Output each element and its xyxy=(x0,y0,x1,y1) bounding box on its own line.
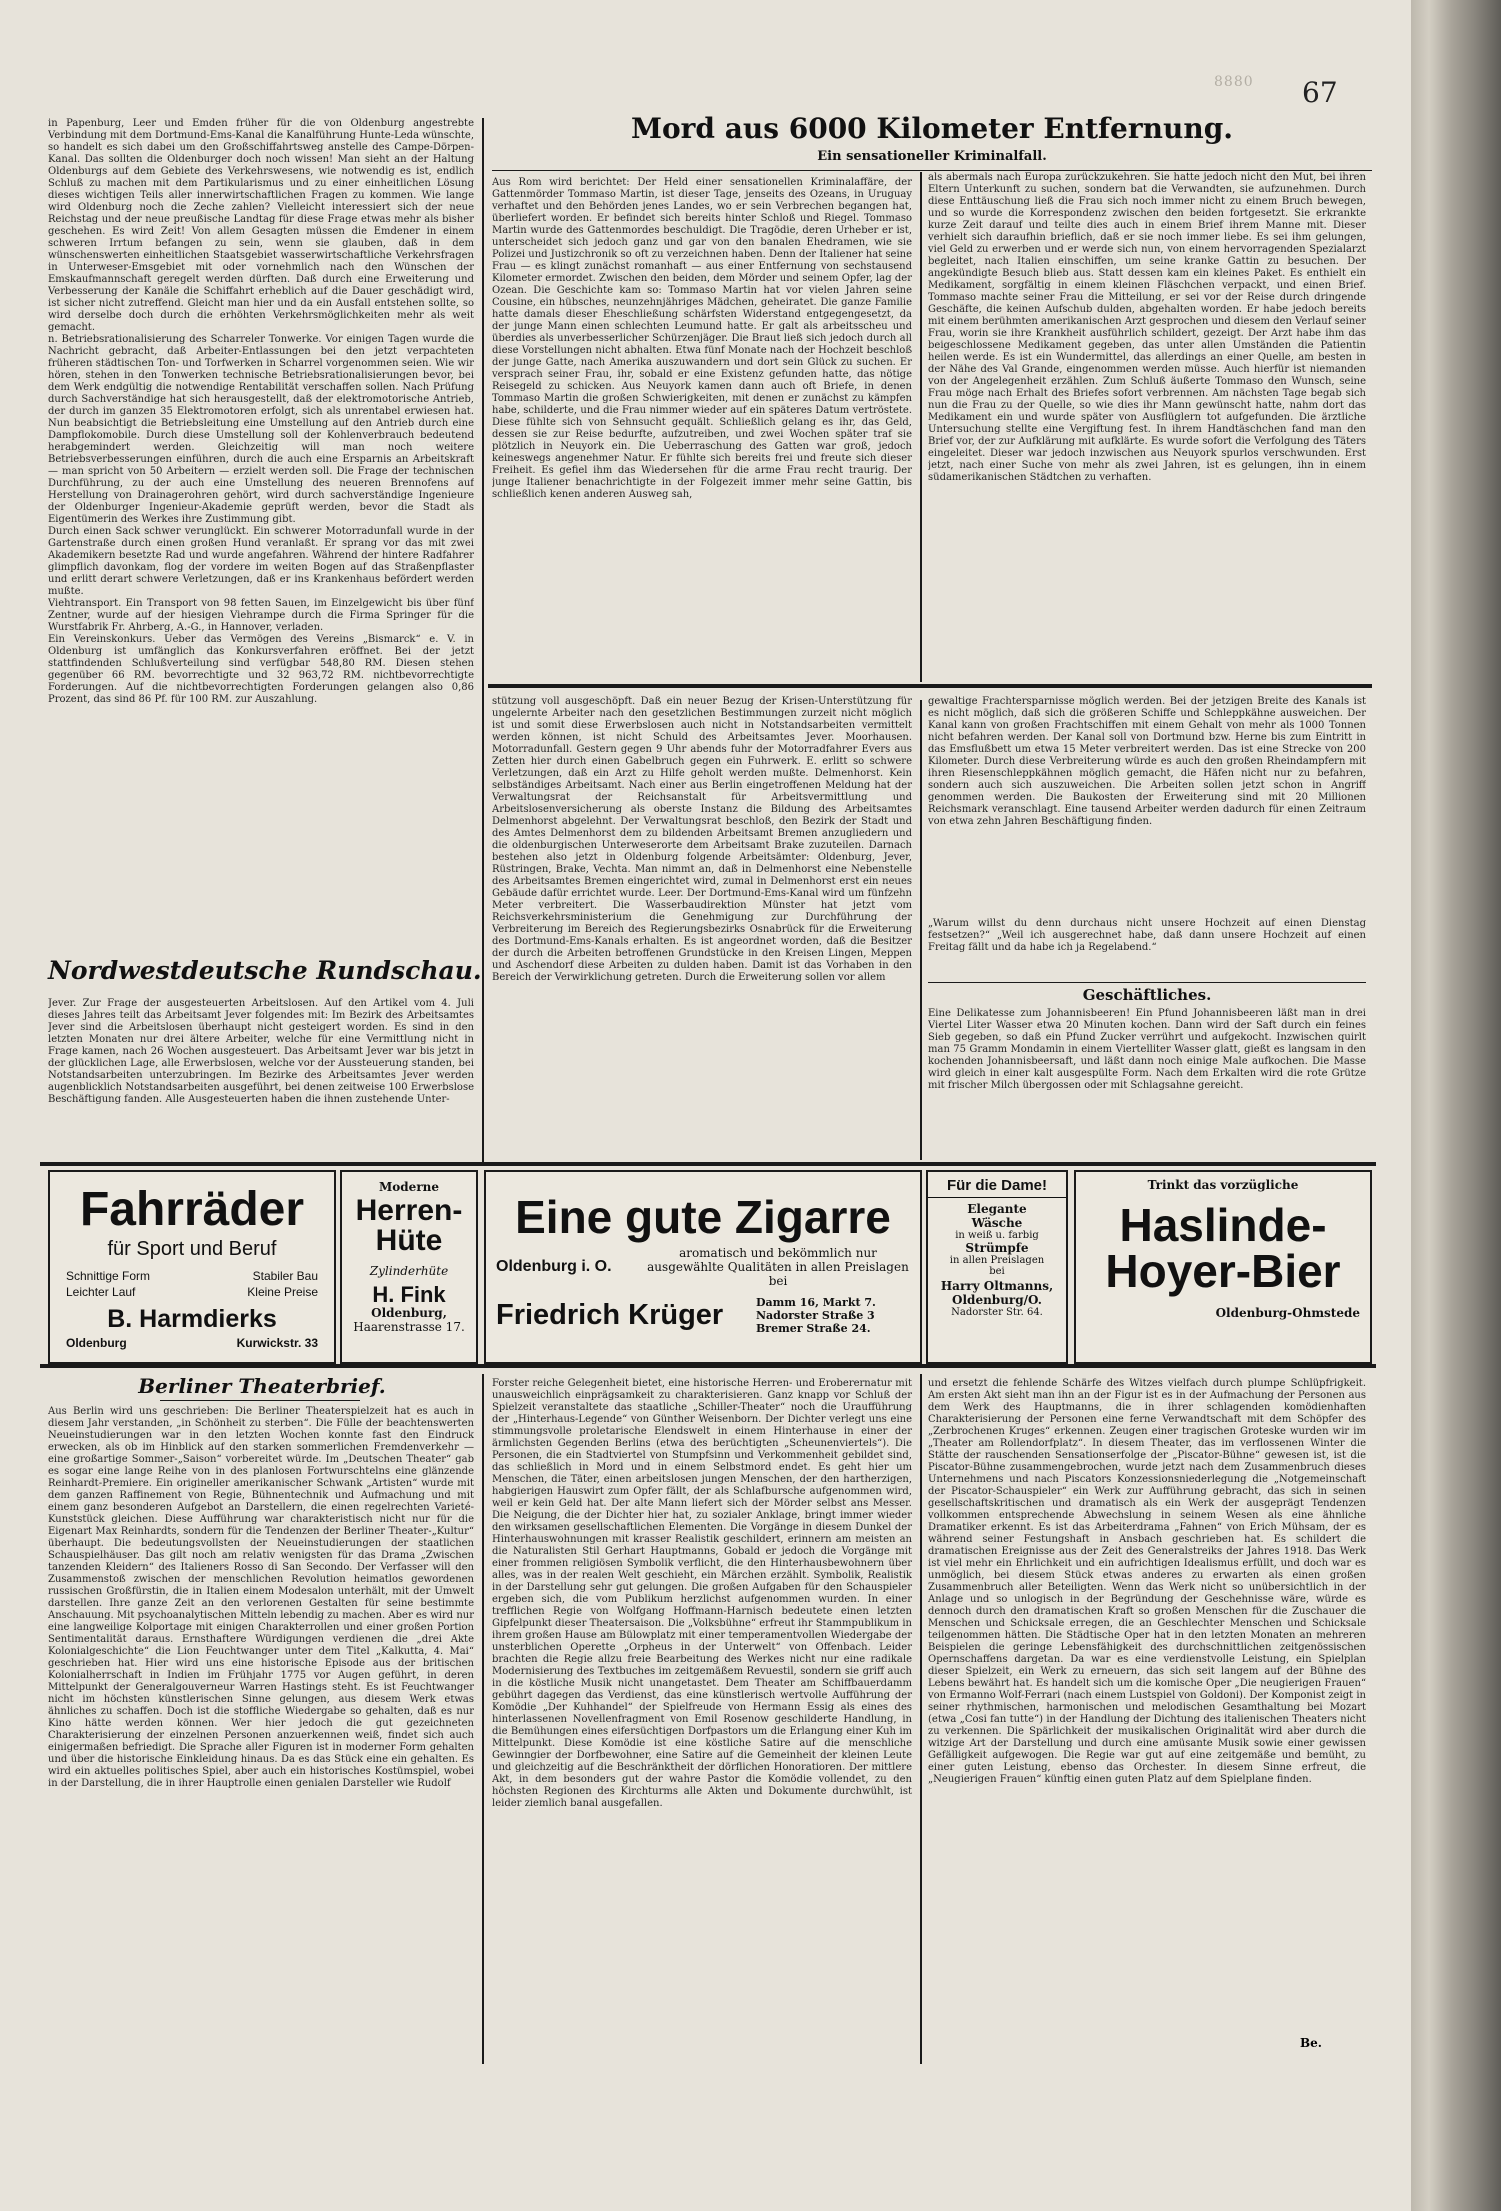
ad-bier-top: Trinkt das vorzügliche xyxy=(1147,1178,1299,1192)
ad-fahrraeder xyxy=(48,1170,336,1364)
ad-dame-item-1: Elegante xyxy=(967,1202,1027,1216)
theater-column-rule-1 xyxy=(482,1374,484,2064)
ad-dame-headline: Für die Dame! xyxy=(928,1178,1066,1198)
theater-column-2: Forster reiche Gelegenheit bietet, eine historische Herren- und Eroberernatur mit unausweichlich einprägsamkeit zu charakterisieren. Ganz knapp vor Schluß der Spielzeit veranstaltete das staatliche „Schiller-Theater“ noch die Uraufführung der „Hinterhaus-Legende“ von Günther Weisenborn. Der Dichter verlegt uns eine stimmungsvolle proletarische Elendswelt in einem Hinterhause in einer der ärmlichsten Gegenden Berlins (etwa des berüchtigten „Scheunenviertels“). Die Personen, die ein Stadtviertel von Stumpfsinn und Verkommenheit gebildet sind, das schließlich in Mord und in einem Selbstmord endet. Es geht hier um Menschen, die Täter, einen arbeitslosen jungen Menschen, der den hartherzigen, habgierigen Hauswirt zum Opfer fällt, der als Schlafbursche aufgenommen wird, weil er kein Geld hat. Der alte Mann liefert sich der Mörder selbst ans Messer. Die Neigung, die der Dichter hier hat, zu sozialer Anklage, bringt immer wieder den wirksamen gesellschaftlichen Elementen. Die Vorgänge in diesem Dunkel der Hinterhauswohnungen mit krasser Realistik geschildert, erinnern am meisten an die Naturalisten Stil Gerhart Hauptmanns, Gobald er jedoch die Vorgänge mit einer frommen religiösen Symbolik verflicht, die den Hinterhausbewohnern über alles, was in der realen Welt geschieht, ein Märchen erzählt. Symbolik, Realistik in der Darstellung sehr gut gelungen. Die großen Aufgaben für den Schauspieler ergeben sich, die vom Publikum herzlichst aufgenommen wurden. In einer trefflichen Regie von Wolfgang Hoffmann-Harnisch bedeutete einen letzten Gipfelpunkt dieser Theatersaison. Die „Volksbühne“ erfreut ihr Stammpublikum in ihrem großen Hause am Bülowplatz mit einer temperamentvollen Wiedergabe der unsterblichen Operette „Orpheus in der Unterwelt“ von Offenbach. Leider brachten die Regie allzu freie Bearbeitung des Werkes nicht nur eine radikale Modernisierung des Textbuches im zeitgemäßem Revuestil, sondern sie griff auch in die köstliche Musik nicht unangetastet. Dem Theater am Schiffbauerdamm gebührt dagegen das Verdienst, das eine künstlerisch wertvolle Aufführung der Komödie „Der Kuhhandel“ der Spielfreude von Hermann Essig als eines des hinterlassenen Novellenfragment von Emil Rosenow geschilderte Handlung, in die Bemühungen eines eifersüchtigen Dorfpastors um die Erlangung einer Kuh im Mittelpunkt. Diese Komödie ist eine köstliche Satire auf die menschliche Gewinngier der Dorfbewohner, eine Satire auf die Gemeinheit der kleinen Leute und gleichzeitig auf die Beschränktheit der dörflichen Honoratioren. Der mittlere Akt, in dem besonders gut der wahre Pastor die Komödie vollendet, zu den höchsten Regionen des Kirchturms alle Akten und Dokumente durchwühlt, ist leider ziemlich banal ausgefallen. xyxy=(492,1378,912,1809)
murder-article-title: Mord aus 6000 Kilometer Entfernung. xyxy=(630,112,1234,145)
ad-dame-city: Oldenburg/O. xyxy=(952,1293,1042,1307)
theater-title-underline xyxy=(160,1400,360,1401)
ad-dame-item-4: Strümpfe xyxy=(965,1241,1029,1255)
ad-dame-dealer: Harry Oltmanns, xyxy=(940,1279,1054,1293)
theater-article-title: Berliner Theaterbrief. xyxy=(138,1374,386,1398)
ad-bier-headline-2: Hoyer-Bier xyxy=(1105,1245,1341,1297)
column-rule-left xyxy=(482,118,484,1163)
canal-article-continuation: in Papenburg, Leer und Emden früher für die von Oldenburg angestrebte Verbindung mit dem Dortmund-Ems-Kanal die Kanalführung Hunte-Leda wünschte, so handelt es sich dabei um den Großschiffahrtsweg anstelle des Campe-Dörpen-Kanal. Das sollten die Oldenburger doch noch wissen! Man sieht an der Haltung Oldenburgs auf dem Gebiete des Verkehrswesens, wie notwendig es ist, endlich Schluß zu machen mit dem Partikularismus und zu einer einheitlichen Lösung dieses wichtigen Teils aller innerwirtschaftlichen Fragen zu kommen. Wie lange wird Oldenburg noch die Zeche zahlen? Vielleicht interessiert sich der neue Reichstag und der neue preußische Landtag für diese Frage etwas mehr als bisher geschehen. Es wird Zeit! Von allem Gesagten müssen die Emdener in einem schweren Irrtum befangen zu sein, wenn sie glauben, daß in dem wünschenswerten einheitlichen Staatsgebiet wasserwirtschaftliche Verkehrsfragen in Unterweser-Emsgebiet mit oder vornehmlich nach den Wünschen der Emskaufmannschaft geregelt werden dürften. Daß durch eine Erweiterung und Verbesserung der Kanäle die Schiffahrt erheblich auf die Dauer geschädigt wird, ist sicher nicht zutreffend. Gleicht man hier und da ein Ausfall entstehen sollte, so wird derselbe doch durch die erhöhten Verkehrsmöglichkeiten mehr als weit gemacht. xyxy=(48,118,474,333)
business-section-text: Eine Delikatesse zum Johannisbeeren! Ein Pfund Johannisbeeren läßt man in drei Viertel Liter Wasser etwa 20 Minuten kochen. Dann wird der Saft durch ein feines Sieb gegeben, so daß ein Pfund Zucker verrührt und aufgekocht. Inzwischen quirlt man 75 Gramm Mondamin in einem Viertelliter Wasser glatt, gießt es langsam in den kochenden Johannisbeersaft, und läßt dann noch einige Male aufkochen. Die Masse wird gleich in einer kalt ausgespülte Form. Nach dem Erkalten wird die rote Grütze mit frischer Milch übergossen oder mit Schlagsahne gereicht. xyxy=(928,1008,1366,1091)
murder-article-column-1: Aus Rom wird berichtet: Der Held einer sensationellen Kriminalaffäre, der Gattenmörder Tommaso Martin, ist dieser Tage, jenseits des Ozeans, in Uruguay verhaftet und den Behörden jenes Landes, wo er sein Verbrechen begangen hat, überliefert worden. Er befindet sich bereits hinter Schloß und Riegel. Tommaso Martin wurde des Gattenmordes beschuldigt. Die Tragödie, deren Urheber er ist, unterscheidet sich jedoch ganz und gar von den banalen Ehedramen, wie sie Polizei und Justizchronik so oft zu verzeichnen haben. Denn der Italiener hat seine Frau — es klingt zunächst romanhaft — aus einer Entfernung von sechstausend Kilometer ermordet. Zwischen den beiden, dem Mörder und seinem Opfer, lag der Ozean. Die Geschichte kam so: Tommaso Martin hat vor vielen Jahren seine Cousine, ein hübsches, neunzehnjähriges Mädchen, geheiratet. Die ganze Familie hatte damals dieser Eheschließung schärfsten Widerstand entgegengesetzt, da der junge Mann einen schlechten Leumund hatte. Er galt als arbeitsscheu und überdies als unverbesserlicher Schürzenjäger. Die Braut ließ sich jedoch durch all diese Vorstellungen nicht abhalten. Etwa fünf Monate nach der Hochzeit beschloß der junge Gatte, nach Amerika auszuwandern und dort sein Glück zu suchen. Er versprach seiner Frau, ihr, sobald er eine Existenz gefunden hatte, das nötige Reisegeld zu schicken. Aus Neuyork kamen dann auch oft Briefe, in denen Tommaso Martin die großen Schwierigkeiten, mit denen er zunächst zu kämpfen habe, schilderte, und die Frau nimmer wieder auf ein späteres Datum vertröstete. Diese fühlte sich von Sehnsucht gequält. Schließlich gelang es ihr, das Geld, dessen sie zur Reise bedurfte, aufzutreiben, und zwei Wochen später traf sie plötzlich in Neuyork ein. Die Ueberraschung des Gatten war groß, jedoch keineswegs angenehmer Natur. Er fühlte sich bereits frei und freute sich dieser Freiheit. Es gefiel ihm das Wiedersehen für die arme Frau recht traurig. Der junge Italiener benachrichtigte in der Folgezeit immer mehr seine Gattin, bis schließlich kenen anderen Ausweg sah, xyxy=(492,177,912,500)
library-stamp: 8880 xyxy=(1214,74,1254,90)
murder-article-subtitle: Ein sensationeller Kriminalfall. xyxy=(817,149,1047,164)
ad-fahrraeder-features-2 xyxy=(50,1283,334,1299)
ad-huete-address: Haarenstrasse 17. xyxy=(353,1320,465,1334)
murder-title-underline xyxy=(492,170,1372,171)
ad-fuer-die-dame xyxy=(926,1170,1068,1364)
ad-zigarre-headline: Eine gute Zigarre xyxy=(515,1191,891,1243)
joke-separator xyxy=(928,982,1366,983)
ad-fahrraeder-street: Kurwickstr. 33 xyxy=(236,1336,318,1350)
ad-huete-city: Oldenburg, xyxy=(371,1306,447,1320)
feature-form: Schnittige Form xyxy=(66,1269,151,1283)
scharrel-tonwerke-article: n. Betriebsrationalisierung des Scharreler Tonwerke. Vor einigen Tagen wurde die Nachricht gebracht, daß Arbeiter-Entlassungen bei den jetzt verpachteten früheren städtischen Ton- und Torfwerken in Scharrel vorgenommen seien. Wie wir hören, stehen in den Tonwerken technische Betriebsrationalisierungen bevor, bei dem Werk endgültig die notwendige Rentabilität verschaffen sollen. Nach Prüfung durch Sachverständige hat sich herausgestellt, daß der elektromotorische Antrieb, der durch im ganzen 35 Elektromotoren erfolgt, sich als unrentabel erwiesen hat. Nun beabsichtigt die Betriebsleitung eine Umstellung auf den Antrieb durch eine Dampflokomobile. Durch diese Umstellung soll der Kohlenverbrauch bedeutend herabgemindert werden. Gleichzeitig will man noch weitere Betriebsverbesserungen einführen, durch die auch eine Ersparnis an Arbeitskraft — man spricht von 50 Arbeitern — erzielt werden soll. Die Frage der technischen Durchführung, zu der auch eine Umstellung des neueren Brennofens auf Herstellung von Drainagerohren gehört, wird durch sachverständige Ingenieure der Oldenburger Ingenieur-Akademie geprüft werden, bevor die Stadt als Eigentümerin des Werkes ihre Zustimmung gibt. xyxy=(48,334,474,525)
page-number: 67 xyxy=(1302,76,1338,109)
column-rule-murder xyxy=(920,172,922,682)
ad-zigarre-addr-2: Nadorster Straße 3 xyxy=(756,1309,875,1322)
feature-bau: Stabiler Bau xyxy=(252,1269,318,1283)
ad-zigarre-description: aromatisch und bekömmlich nur ausgewählte Qualitäten in allen Preislagen bei xyxy=(647,1246,909,1288)
ad-fahrraeder-tagline: für Sport und Beruf xyxy=(107,1238,277,1260)
ad-bier-headline-1: Haslinde- xyxy=(1119,1199,1327,1251)
ad-zigarre xyxy=(484,1170,922,1364)
book-binding-edge xyxy=(1411,0,1501,2211)
ad-dame-item-5: in allen Preislagen xyxy=(949,1255,1045,1266)
ad-fahrraeder-dealer: B. Harmdierks xyxy=(107,1305,277,1333)
ad-fahrraeder-features xyxy=(50,1261,334,1283)
motorcycle-accident-article: Durch einen Sack schwer verunglückt. Ein schwerer Motorradunfall wurde in der Gartenstraße durch einen großen Hund veranlaßt. Er sprang vor das mit zwei Akademikern besetzte Rad und wurde angefahren. Während der hintere Radfahrer glimpflich davonkam, flog der vordere im weiten Bogen auf das Straßenpflaster und erlitt derart schwere Verletzungen, daß er ins Krankenhaus befördert werden mußte. xyxy=(48,526,474,597)
theater-column-3: und ersetzt die fehlende Schärfe des Witzes vielfach durch plumpe Schlüpfrigkeit. Am ersten Akt sieht man ihn an der Figur ist es in der Aufmachung der Personen aus dem Werk des Hauptmanns, die in ihrer schlagenden komödienhaften Charakterisierung der Personen eine ferne Verwandtschaft mit dem Schöpfer des „Zerbrochenen Kruges“ erkennen. Zeugen einer tragischen Groteske wurden wir im „Theater am Rollendorfplatz“. In diesem Theater, das im verflossenen Winter die Stätte der rauschenden Sensationserfolge der „Piscator-Bühne“ gewesen ist, ist die Piscator-Bühne zusammengebrochen, wurde jetzt nach dem Zusammenbruch dieses Unternehmens und nach Piscators Konzessionsniederlegung die „Notgemeinschaft der Piscator-Schauspieler“ ein Werk zur Aufführung gebracht, das sich in seinen gesellschaftskritischen und dramatisch als ein Werk der ausgeprägt Tendenzen vollkommen entsprechende Abwechslung in seinem Wesen als eine ähnliche Dramatiker erkennt. Es ist das Arbeiterdrama „Fahnen“ von Erich Mühsam, der es während seiner Festungshaft in Ansbach geschrieben hat. Es schildert die dramatischen Ereignisse aus der Zeit des Generalstreiks der Jahres 1918. Das Werk ist viel mehr ein Ehrlichkeit und ein aufrichtigen Idealismus erfüllt, und doch war es unmöglich, bei diesem Stück etwas anderes zu erwarten als einen großen Zusammenbruch aller Beteiligten. Wenn das Werk nicht so unübersichtlich in der Anlage und so unlogisch in der Begründung der Geschehnisse wäre, würde es dennoch durch den dramatischen Kraft so großen Menschen für die Zuschauer die Menschen und Schicksale erregen, die an Geschlechter Menschen und Schicksale teilgenommen hätten. Die Städtische Oper hat in den letzten Monaten an mehreren Beispielen die geringe Lebensfähigkeit des durchschnittlichen zeitgenössischen Opernschaffens dargetan. Da war es eine verdienstvolle Leistung, ein Spielplan dieser Spielzeit, ein Werk zu erneuern, das sich seit langem auf der Bühne des Lebens bewährt hat. Es handelt sich um die komische Oper „Die neugierigen Frauen“ von Ermanno Wolf-Ferrari (nach einem Lustspiel von Goldoni). Der Komponist zeigt in seiner rhythmischen, harmonischen und melodischen Gesamthaltung bei Mozart (etwa „Cosi fan tutte“) in der Handlung der Dichtung des italienischen Theaters nicht zu verkennen. Die Spärlichkeit der musikalischen Originalität wird aber durch die witzige Art der Darstellung und durch eine amüsante Musik sowie einer gewissen Gefälligkeit aufgewogen. Die Regie war gut auf eine zeitgemäße und bemüht, zu einer guten Leistung, ebenso das Orchester. In diesem Sinne erfreut, die „Neugierigen Frauen“ künftig einen guten Platz auf dem Spielplane finden. xyxy=(928,1378,1366,1785)
ad-zigarre-addr-3: Bremer Straße 24. xyxy=(756,1322,871,1335)
lower-middle-column-2: gewaltige Frachtersparnisse möglich werden. Bei der jetzigen Breite des Kanals ist es nicht möglich, daß sich die größeren Schiffe und Schleppkähne ausweichen. Der Kanal kann von großen Frachtschiffen mit einem Gehalt von mehr als 1000 Tonnen nicht befahren werden. Der Kanal soll von Dortmund bzw. Herne bis zum Eintritt in das Emsflußbett um etwa 15 Meter verbreitert werden. Das ist eine Strecke von 200 Kilometer. Durch diese Verbreiterung würde es auch den großen Rheindampfern mit ihren Riesenschleppkähnen möglich gemacht, die Häfen nicht nur zu befahren, sondern auch sich auszuweichen. Die Arbeiten sollen jetzt schon in Angriff genommen werden. Die Baukosten der Erweiterung sind mit 20 Millionen Reichsmark veranschlagt. Eine tausend Arbeiter werden dadurch für einen Zeitraum von etwa zehn Jahren Beschäftigung finden. xyxy=(928,696,1366,827)
lower-middle-column-1: stützung voll ausgeschöpft. Daß ein neuer Bezug der Krisen-Unterstützung für ungelernte Arbeiter nach den gesetzlichen Bestimmungen zurzeit nicht möglich ist und somit diese Erwerbslosen auch nicht in Notstandsarbeiten vermittelt werden können, ist nicht Schuld des Arbeitsamtes Jever. Moorhausen. Motorradunfall. Gestern gegen 9 Uhr abends fuhr der Motorradfahrer Evers aus Zetten hier durch einen Gabelbruch gegen ein Fuhrwerk. E. erlitt so schwere Verletzungen, daß ein Arzt zu Hilfe geholt werden mußte. Delmenhorst. Kein selbständiges Arbeitsamt. Nach einer aus Berlin eingetroffenen Meldung hat der Verwaltungsrat der Reichsanstalt für Arbeitsvermittlung und Arbeitslosenversicherung als oberste Instanz die Bildung des Arbeitsamtes Delmenhorst abgelehnt. Der Verwaltungsrat beschloß, den Bezirk der Stadt und des Amtes Delmenhorst dem zu bildenden Arbeitsamt Bremen anzugliedern und die oldenburgischen Unterweserorte dem Arbeitsamt Brake zuzuteilen. Darnach bestehen also jetzt in Oldenburg folgende Arbeitsämter: Oldenburg, Jever, Rüstringen, Brake, Vechta. Man nimmt an, daß in Delmenhorst eine Nebenstelle des Arbeitsamtes Bremen eingerichtet wird, zumal in Delmenhorst erst ein neues Gebäude dafür errichtet wurde. Leer. Der Dortmund-Ems-Kanal wird um fünfzehn Meter verbreitert. Die Wasserbaudirektion Münster hat jetzt vom Reichsverkehrsministerium die Genehmigung zur Durchführung der Verbreiterung im Bereich des Regierungsbezirks Osnabrück für die Erweiterung des Dortmund-Ems-Kanals erhalten. Es ist angeordnet worden, daß die Besitzer der durch die Arbeiten betroffenen Grundstücke in den Kreisen Lingen, Meppen und Aschendorf diese Arbeiten zu dulden haben. Damit ist das Vorhaben in den Bereich der Verwirklichung getreten. Durch die Erweiterung sollen vor allem xyxy=(492,696,912,983)
feature-preise: Kleine Preise xyxy=(247,1285,318,1299)
wedding-joke: „Warum willst du denn durchaus nicht unsere Hochzeit auf einen Dienstag festsetzen?“ „Weil ich ausgerechnet habe, daß dann unsere Hochzeit auf einen Freitag fällt und da habe ich ja Regelabend.“ xyxy=(928,918,1366,953)
theater-column-rule-2 xyxy=(920,1374,922,2064)
ads-top-rule xyxy=(40,1162,1376,1166)
theater-column-1: Aus Berlin wird uns geschrieben: Die Berliner Theaterspielzeit hat es auch in diesem Jahr verstanden, „in Schönheit zu sterben“. Die Fülle der beachtenswerten Neueinstudierungen war in den letzten Wochen konnte fast den Eindruck erwecken, als ob im Hinblick auf den starken sommerlichen Fremdenverkehr — eine großartige Sommer-„Saison“ vorbereitet würde. Im „Deutschen Theater“ gab es sogar eine lange Reihe von in des planlosen Fortwurschtelns eine glänzende Reinhardt-Premiere. Ein origineller amerikanischer Schwank „Artisten“ wurde mit dem ganzen Raffinement von Regie, Bühnentechnik und Aufmachung und mit einem ganz besonderen Aufgebot an Darstellern, die einen regelrechten Varieté-Kunststück gleichen. Diese Aufführung war charakteristisch nicht nur für die Eigenart Max Reinhardts, sondern für die Tendenzen der Berliner Theater-„Kultur“ überhaupt. Die bedeutungsvollsten der Neueinstudierungen der staatlichen Schauspielhäuser. Das gilt noch am relativ wenigsten für das Drama „Zwischen tanzenden Kleidern“ des Italieners Rosso di San Secondo. Der Verfasser will den Zusammenstoß zwischen der menschlichen Revolution heimatlos gewordenen russischen Großfürstin, die in Italien einem Modesalon unterhält, mit der Umwelt darstellen. Ihre ganze Zeit an den verlorenen Gestalten für seine bestimmte Anschauung. Mit psychoanalytischen Mitteln lebendig zu machen. Aber es wird nur eine langweilige Kolportage mit einigen Charakterrollen und einer großen Portion Sentimentalität daraus. Ernsthaftere Würdigungen verdienen die „drei Akte Kolonialgeschichte“ die Lion Feuchtwanger unter dem Titel „Kalkutta, 4. Mai“ geschrieben hat. Hier wird uns eine historische Episode aus der britischen Kolonialherrschaft in Indien im Frühjahr 1775 vor Augen geführt, in deren Mittelpunkt der Generalgouverneur Warren Hastings steht. Es ist Feuchtwanger nicht im höchsten künstlerischen Sinne gelungen, aus diesem Werk etwas ähnliches zu schaffen. Doch ist die stoffliche Wiedergabe so gehalten, daß es nur Kino hätte werden können. Wer hier jedoch die gut gezeichneten Charakterisierung der einzelnen Personen anzuerkennen weiß, findet sich auch einigermaßen befriedigt. Die Sprache aller Figuren ist in moderner Form gehalten und über die historische Einkleidung hinaus. Da es das Stück eine ein gehalten. Es wird ein aktuelles politisches Spiel, aber auch ein historisches Kostümspiel, wobei in der Darstellung, die in ihrer Hauptrolle einen genialen Darsteller wie Rudolf xyxy=(48,1406,474,1789)
ad-huete-headline-2: Hüte xyxy=(375,1224,443,1257)
feature-lauf: Leichter Lauf xyxy=(66,1285,136,1299)
ad-fahrraeder-address xyxy=(50,1332,334,1350)
ad-huete-dealer: H. Fink xyxy=(372,1282,446,1307)
ad-dame-item-2: Wäsche xyxy=(971,1216,1023,1230)
ad-dame-item-3: in weiß u. farbig xyxy=(955,1230,1039,1241)
cattle-transport-article: Viehtransport. Ein Transport von 98 fetten Sauen, im Einzelgewicht bis über fünf Zentner, wurde auf der hiesigen Viehrampe durch die Firma Springer für die Wurstfabrik Fr. Ahrberg, A.-G., in Hannover, verladen. xyxy=(48,598,474,633)
ad-zigarre-addresses xyxy=(756,1296,910,1335)
column-rule-lower xyxy=(920,700,922,1160)
ad-zigarre-city: Oldenburg i. O. xyxy=(496,1258,612,1275)
ad-huete-top: Moderne xyxy=(379,1180,439,1194)
ad-haslinde-hoyer-bier xyxy=(1074,1170,1372,1364)
ad-zigarre-addr-1: Damm 16, Markt 7. xyxy=(756,1296,876,1309)
ad-herren-huete xyxy=(340,1170,478,1364)
ads-bottom-rule xyxy=(40,1364,1376,1368)
section-heading-rundschau: Nordwestdeutsche Rundschau. xyxy=(48,956,482,985)
ad-dame-address: Nadorster Str. 64. xyxy=(951,1307,1043,1318)
ad-zigarre-middle xyxy=(486,1240,920,1288)
ad-zigarre-bottom xyxy=(486,1288,920,1335)
murder-article-column-2: als abermals nach Europa zurückzukehren. Sie hatte jedoch nicht den Mut, bei ihren Eltern Unterkunft zu suchen, sondern bat die Verwandten, sie aufzunehmen. Durch diese Enttäuschung ließ die Frau sich noch immer nicht zu einem Bruch bewegen, und so wurde die Korrespondenz zwischen den beiden fortgesetzt. Sie erkrankte kurze Zeit darauf und teilte dies auch in einem Brief ihrem Manne mit. Dieser verhielt sich daraufhin brieflich, daß er sie noch immer liebe. Es sei ihm gelungen, viel Geld zu erwerben und er werde sich nun, von einem hervorragenden Spezialarzt begleitet, nach Italien einschiffen, um seine kranke Gattin zu besuchen. Der angekündigte Besuch blieb aus. Statt dessen kam ein kleines Paket. Es enthielt ein Medikament, sorgfältig in einem kleinen Fläschchen verpackt, und einen Brief. Tommaso machte seiner Frau die Mitteilung, er sei vor der Reise durch dringende Geschäfte, die keinen Aufschub dulden, abgehalten worden. Er habe jedoch bereits mit einem berühmten amerikanischen Arzt gesprochen und diesem den Verlauf seiner Frau, worin sie ihre Krankheit ausführlich schildert, gezeigt. Der Arzt habe ihm das beigeschlossene Medikament gegeben, das unter allen Umständen die Patientin heilen werde. Es ist ein Wundermittel, das allerdings an einer Quelle, am besten in der Nähe des Val Grande, eingenommen werden müsse. Auch hierfür ist niemanden von der Angelegenheit erzählen. Zum Schluß äußerte Tommaso den Wunsch, seine Frau möge nach Erhalt des Briefes sofort verbrennen. Am nächsten Tage begab sich nun die Frau zu der Quelle, so wie dies ihr Mann gewünscht hatte, nahm dort das Medikament ein und wurde später von Ausflüglern tot aufgefunden. Die ärztliche Untersuchung stellte eine Vergiftung fest. In ihrem Handtäschchen fand man den Brief vor, der zur Aufklärung mit aufklärte. Es wurde sofort die Verfolgung des Täters eingeleitet. Dieser war jedoch inzwischen aus Neuyork spurlos verschwunden. Erst jetzt, nach einer Suche von mehr als zwei Jahren, ist es gelungen, ihn in einem südamerikanischen Städtchen zu verhaften. xyxy=(928,172,1366,483)
murder-article-bottom-rule xyxy=(488,684,1372,688)
business-section-title: Geschäftliches. xyxy=(1082,986,1212,1004)
ad-zigarre-dealer: Friedrich Krüger xyxy=(496,1299,724,1331)
jever-article: Jever. Zur Frage der ausgesteuerten Arbeitslosen. Auf den Artikel vom 4. Juli dieses Jahres teilt das Arbeitsamt Jever folgendes mit: Im Bezirk des Arbeitsamtes Jever sind die Arbeitslosen überhaupt nicht gesteigert worden. Es sind in den letzten Monaten nur drei ältere Arbeiter, welche für eine Vermittlung nicht in Frage kamen, nach 26 Wochen ausgesteuert. Das Arbeitsamt Jever war bis jetzt in der glücklichen Lage, alle Erwerbslosen, welche vor der Aussteuerung standen, bei Notstandsarbeiten unterzubringen. Im Bezirke des Arbeitsamtes Jever werden augenblicklich Notstandsarbeiten ausgeführt, bei denen zeitweise 100 Erwerbslose Beschäftigung fanden. Alle Ausgesteuerten haben die ihnen zustehende Unter- xyxy=(48,998,474,1105)
ad-fahrraeder-city: Oldenburg xyxy=(66,1336,127,1350)
ad-fahrraeder-headline: Fahrräder xyxy=(79,1183,305,1236)
theater-author-signature: Be. xyxy=(1300,2036,1322,2050)
ad-huete-headline-1: Herren- xyxy=(355,1194,463,1227)
ad-dame-bei: bei xyxy=(989,1266,1005,1277)
ad-bier-city: Oldenburg-Ohmstede xyxy=(1215,1306,1360,1320)
ad-huete-sub: Zylinderhüte xyxy=(369,1264,449,1278)
left-column-upper xyxy=(48,118,474,936)
club-bankruptcy-article: Ein Vereinskonkurs. Ueber das Vermögen des Vereins „Bismarck“ e. V. in Oldenburg ist umfänglich das Konkursverfahren eröffnet. Bei der jetzt stattfindenden Schlußverteilung sind verfügbar 548,80 RM. Diesen stehen gegenüber 66 RM. bevorrechtigte und 32 963,72 RM. nichtbevorrechtigte Forderungen. Auf die nichtbevorrechtigten Forderungen gelangen also 0,86 Prozent, das sind 86 Pf. für 100 RM. zur Auszahlung. xyxy=(48,634,474,705)
